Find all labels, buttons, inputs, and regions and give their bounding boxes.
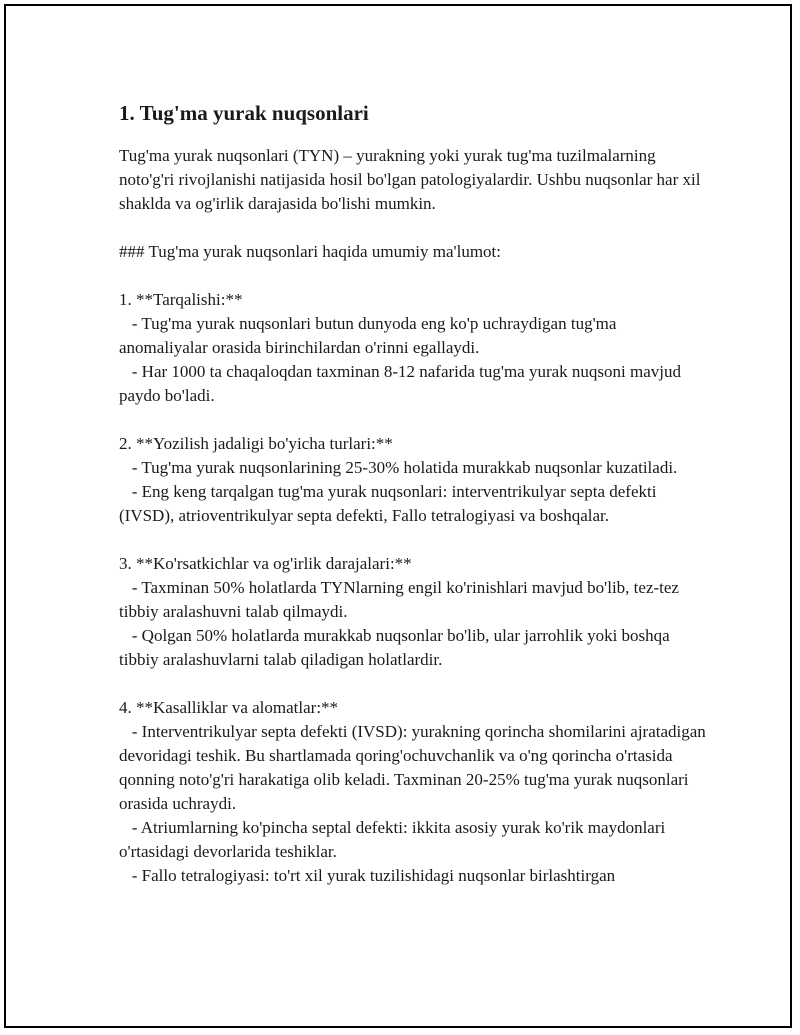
section-subheading: ### Tug'ma yurak nuqsonlari haqida umumiy ma'lumot:	[119, 242, 501, 261]
section-3-heading: 3. **Ko'rsatkichlar va og'irlik darajalari:**	[119, 554, 412, 573]
spacer	[119, 264, 709, 288]
section-1-item-1: - Tug'ma yurak nuqsonlari butun dunyoda eng ko'p uchraydigan tug'ma anomaliyalar orasida birinchilardan o'rinni egallaydi.	[119, 314, 621, 357]
spacer	[119, 528, 709, 552]
section-4-item-1: - Interventrikulyar septa defekti (IVSD): yurakning qorincha shomilarini ajratadigan devoridagi teshik. Bu shartlamada qoring'ochuvchanlik va o'ng qorincha o'rtasida qonning noto'g'ri harakatiga olib keladi. Taxminan 20-25% tug'ma yurak nuqsonlari orasida uchraydi.	[119, 722, 711, 813]
section-1-heading: 1. **Tarqalishi:**	[119, 290, 243, 309]
section-2-item-2: - Eng keng tarqalgan tug'ma yurak nuqsonlari: interventrikulyar septa defekti (IVSD), atrioventrikulyar septa defekti, Fallo tetralogiyasi va boshqalar.	[119, 482, 661, 525]
document-title: 1. Tug'ma yurak nuqsonlari	[119, 101, 369, 125]
intro-paragraph: Tug'ma yurak nuqsonlari (TYN) – yurakning yoki yurak tug'ma tuzilmalarning noto'g'ri rivojlanishi natijasida hosil bo'lgan patologiyalardir. Ushbu nuqsonlar har xil shaklda va og'irlik darajasida bo'lishi mumkin.	[119, 146, 705, 213]
spacer	[119, 408, 709, 432]
section-2-heading: 2. **Yozilish jadaligi bo'yicha turlari:**	[119, 434, 393, 453]
section-4-heading: 4. **Kasalliklar va alomatlar:**	[119, 698, 339, 717]
section-2-item-1: - Tug'ma yurak nuqsonlarining 25-30% holatida murakkab nuqsonlar kuzatiladi.	[119, 458, 678, 477]
spacer	[119, 672, 709, 696]
spacer	[119, 216, 709, 240]
document-body	[119, 96, 709, 888]
section-4-item-2: - Atriumlarning ko'pincha septal defekti: ikkita asosiy yurak ko'rik maydonlari o'rtasidagi devorlarida teshiklar.	[119, 818, 670, 861]
section-3-item-2: - Qolgan 50% holatlarda murakkab nuqsonlar bo'lib, ular jarrohlik yoki boshqa tibbiy aralashuvlarni talab qiladigan holatlardir.	[119, 626, 674, 669]
section-4-item-3: - Fallo tetralogiyasi: to'rt xil yurak tuzilishidagi nuqsonlar birlashtirgan	[119, 866, 616, 885]
section-1-item-2: - Har 1000 ta chaqaloqdan taxminan 8-12 nafarida tug'ma yurak nuqsoni mavjud paydo bo'ladi.	[119, 362, 686, 405]
page-frame	[4, 4, 792, 1028]
section-3-item-1: - Taxminan 50% holatlarda TYNlarning engil ko'rinishlari mavjud bo'lib, tez-tez tibbiy aralashuvni talab qilmaydi.	[119, 578, 684, 621]
